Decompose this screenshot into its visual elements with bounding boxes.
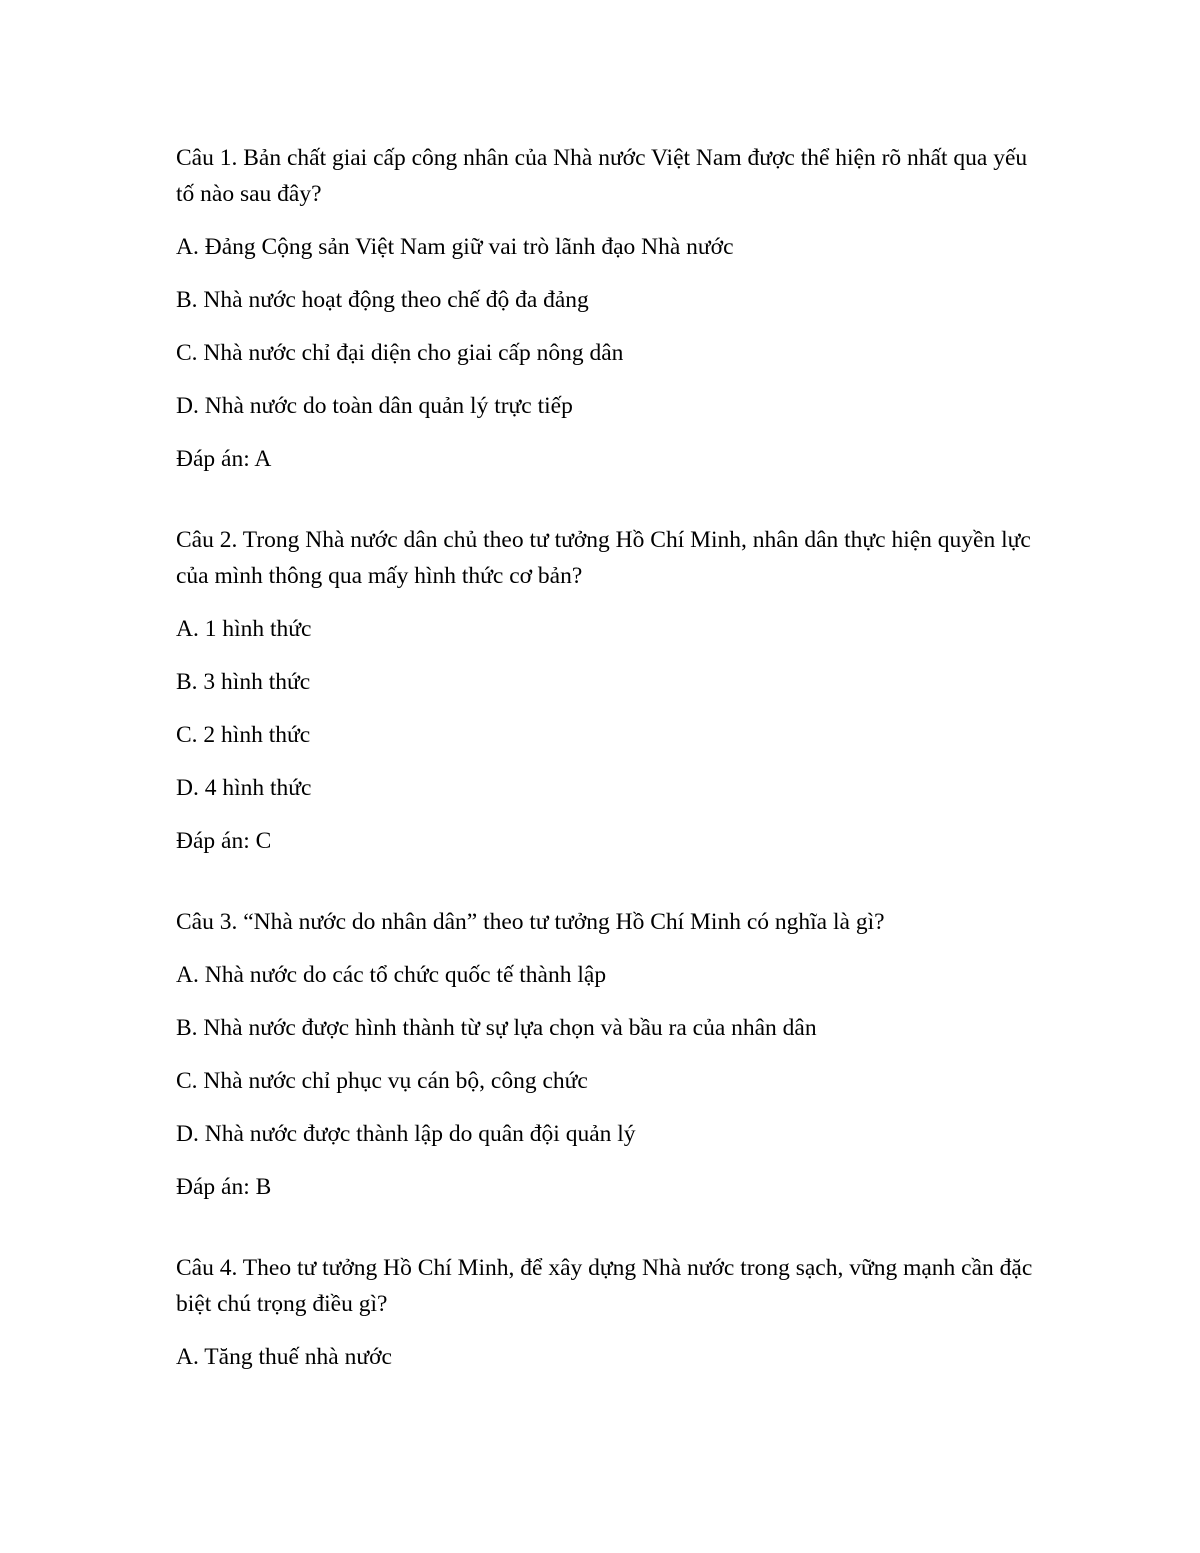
option-a: A. Nhà nước do các tổ chức quốc tế thành lập bbox=[176, 962, 607, 988]
option-b: B. 3 hình thức bbox=[176, 669, 311, 695]
option-d: D. Nhà nước do toàn dân quản lý trực tiếp bbox=[176, 393, 573, 419]
question-3 bbox=[176, 904, 1036, 1205]
answer-line: Đáp án: A bbox=[176, 446, 272, 472]
question-2 bbox=[176, 522, 1036, 859]
option-c: C. Nhà nước chỉ phục vụ cán bộ, công chức bbox=[176, 1068, 588, 1094]
question-1 bbox=[176, 140, 1036, 477]
option-a: A. Tăng thuế nhà nước bbox=[176, 1344, 392, 1370]
option-b: B. Nhà nước được hình thành từ sự lựa chọn và bầu ra của nhân dân bbox=[176, 1015, 817, 1041]
option-c: C. Nhà nước chỉ đại diện cho giai cấp nông dân bbox=[176, 340, 624, 366]
question-text: Câu 4. Theo tư tưởng Hồ Chí Minh, để xây dựng Nhà nước trong sạch, vững mạnh cần đặc biệt chú trọng điều gì? bbox=[176, 1255, 1033, 1317]
question-text: Câu 3. “Nhà nước do nhân dân” theo tư tưởng Hồ Chí Minh có nghĩa là gì? bbox=[176, 909, 885, 935]
question-text: Câu 1. Bản chất giai cấp công nhân của Nhà nước Việt Nam được thể hiện rõ nhất qua yếu tố nào sau đây? bbox=[176, 145, 1028, 207]
document-body bbox=[176, 140, 1036, 1392]
option-d: D. 4 hình thức bbox=[176, 775, 312, 801]
answer-line: Đáp án: C bbox=[176, 828, 272, 854]
question-text: Câu 2. Trong Nhà nước dân chủ theo tư tưởng Hồ Chí Minh, nhân dân thực hiện quyền lực của mình thông qua mấy hình thức cơ bản? bbox=[176, 527, 1031, 589]
option-a: A. Đảng Cộng sản Việt Nam giữ vai trò lãnh đạo Nhà nước bbox=[176, 234, 734, 260]
option-d: D. Nhà nước được thành lập do quân đội quản lý bbox=[176, 1121, 636, 1147]
option-c: C. 2 hình thức bbox=[176, 722, 311, 748]
option-b: B. Nhà nước hoạt động theo chế độ đa đảng bbox=[176, 287, 589, 313]
option-a: A. 1 hình thức bbox=[176, 616, 312, 642]
question-4 bbox=[176, 1250, 1036, 1375]
answer-line: Đáp án: B bbox=[176, 1174, 272, 1200]
